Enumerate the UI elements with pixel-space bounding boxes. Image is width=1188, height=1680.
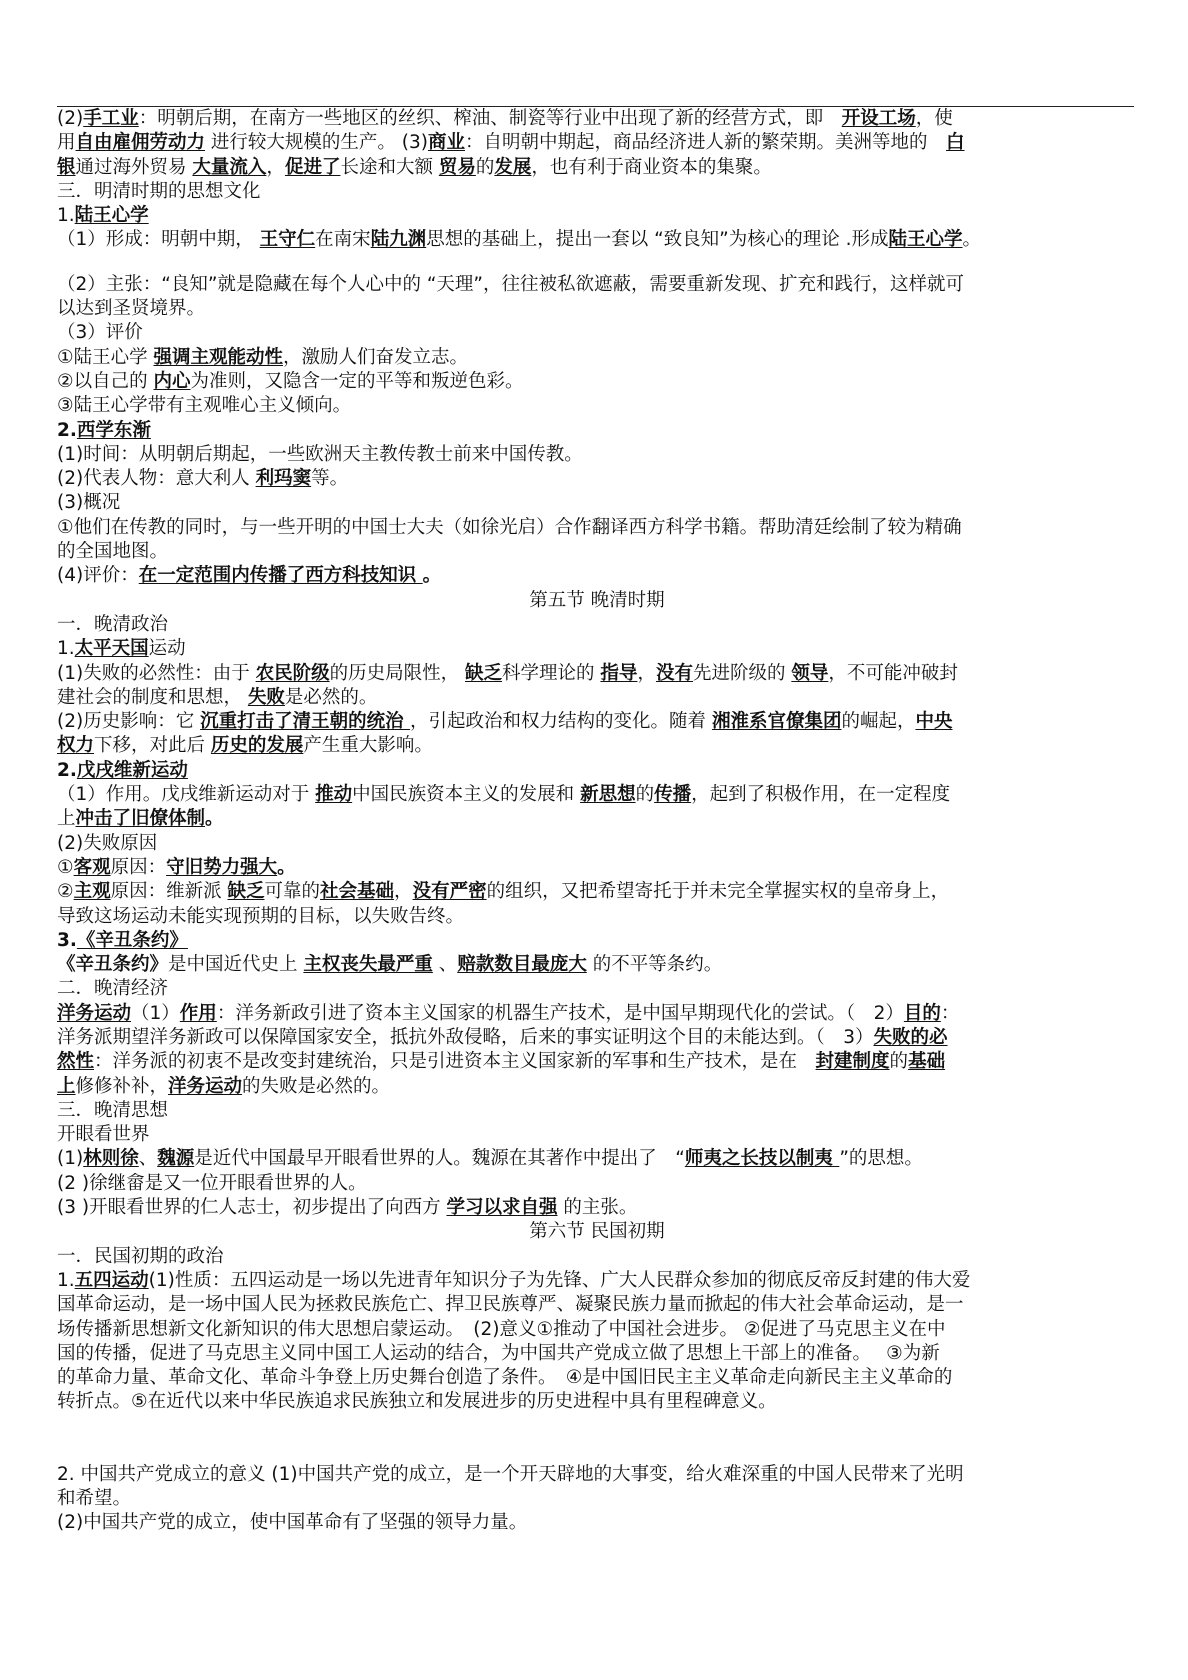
text-run: 可靠的 bbox=[264, 881, 321, 903]
text-run: 产生重大影响。 bbox=[303, 735, 433, 757]
key-term: 大量流入 bbox=[192, 156, 267, 178]
paragraph-line bbox=[57, 467, 1137, 491]
key-term: 作用 bbox=[179, 1002, 217, 1024]
key-term: 权力 bbox=[57, 735, 95, 757]
text-run: 1. bbox=[57, 638, 75, 660]
paragraph-line bbox=[57, 346, 1137, 370]
document-body bbox=[57, 107, 1137, 1536]
key-term: 社会基础 bbox=[320, 881, 395, 903]
text-run: (2)中国共产党的成立，使中国革命有了坚强的领导力量。 bbox=[57, 1512, 528, 1534]
key-term: 《辛丑条约》 bbox=[76, 929, 188, 951]
key-term: 银 bbox=[57, 156, 76, 178]
key-term: 沉重打击了清王朝的统治 bbox=[200, 711, 411, 733]
text-run: 在南宋 bbox=[315, 229, 371, 251]
key-term: 促进了 bbox=[284, 156, 341, 178]
paragraph-line bbox=[57, 783, 1137, 807]
key-term: 白 bbox=[946, 132, 965, 154]
blank-gap bbox=[57, 253, 1137, 273]
section-heading bbox=[57, 613, 1137, 637]
key-term: 没有 bbox=[655, 662, 693, 684]
key-term: 强调主观能动性 bbox=[153, 346, 283, 368]
key-term: 陆王心学 bbox=[888, 229, 963, 251]
key-term: 陆王心学 bbox=[74, 205, 149, 227]
paragraph-line bbox=[57, 953, 1137, 977]
text-run: 的革命力量、革命文化、革命斗争登上历史舞台创造了条件。 ④是中国旧民主主义革命走向新民主主义革命的 bbox=[57, 1367, 953, 1389]
key-term: 贸易 bbox=[438, 156, 476, 178]
key-term: 没有严密 bbox=[412, 881, 487, 903]
text-run: 的失败是必然的。 bbox=[242, 1075, 391, 1097]
text-run: 、 bbox=[138, 1148, 158, 1170]
text-run: ② bbox=[57, 881, 74, 903]
key-term: 王守仁 bbox=[259, 229, 316, 251]
subsection-heading bbox=[57, 637, 1137, 661]
section-heading bbox=[57, 180, 1137, 204]
key-term: 发展 bbox=[494, 156, 532, 178]
text-run: 的 bbox=[475, 156, 495, 178]
text-run: ：明朝后期，在南方一些地区的丝织、榨油、制瓷等行业中出现了新的经营方式，即 bbox=[138, 108, 842, 129]
text-run: 为准则，又隐含一定的平等和叛逆色彩。 bbox=[190, 370, 524, 392]
text-run: 用 bbox=[57, 132, 76, 154]
key-term: 西学东渐 bbox=[76, 419, 151, 441]
text-run: ： bbox=[940, 1002, 960, 1024]
paragraph-line bbox=[57, 686, 1137, 710]
text-run: 转折点。⑤在近代以来中华民族追求民族独立和发展进步的历史进程中具有里程碑意义。 bbox=[57, 1391, 777, 1413]
paragraph-line bbox=[57, 1463, 1137, 1487]
key-term: 内心 bbox=[153, 370, 191, 392]
key-term: 封建制度 bbox=[815, 1051, 890, 1073]
paragraph-line bbox=[57, 370, 1137, 394]
text-run: 是中国近代史上 bbox=[168, 954, 304, 976]
text-run: 的 bbox=[635, 784, 655, 806]
bold-text: 。 bbox=[422, 565, 442, 587]
paragraph-line bbox=[57, 1318, 1137, 1342]
paragraph-line bbox=[57, 540, 1137, 564]
text-run: 修修补补， bbox=[75, 1075, 169, 1097]
paragraph-line bbox=[57, 856, 1137, 880]
key-term: 师夷之长技以制夷 bbox=[684, 1148, 840, 1170]
key-term: 手工业 bbox=[83, 108, 139, 129]
text-run: （1）作用。戊戌维新运动对于 bbox=[57, 784, 316, 806]
text-run: ，激励人们奋发立志。 bbox=[282, 346, 468, 368]
text-run: ， bbox=[637, 662, 656, 684]
paragraph-line bbox=[57, 1147, 1137, 1171]
text-run: 、 bbox=[432, 954, 458, 976]
text-run: ：洋务派的初衷不是改变封建统治，只是引进资本主义国家新的军事和生产技术，是在 bbox=[94, 1051, 816, 1073]
text-run: (2) bbox=[57, 108, 84, 129]
text-run: 一．民国初期的政治 bbox=[57, 1245, 224, 1267]
key-term: 目的 bbox=[903, 1002, 941, 1024]
text-run: （3）评价 bbox=[57, 322, 143, 344]
paragraph-line bbox=[57, 273, 1137, 297]
paragraph-line bbox=[57, 1050, 1137, 1074]
key-term: 守旧势力强大 bbox=[166, 856, 278, 878]
key-term: 然性 bbox=[57, 1051, 95, 1073]
key-term: 洋务运动 bbox=[168, 1075, 243, 1097]
paragraph-line bbox=[57, 1269, 1137, 1293]
text-run: 的主张。 bbox=[557, 1197, 638, 1219]
bold-text: 2. bbox=[57, 419, 77, 441]
subsection-heading bbox=[57, 204, 1137, 228]
paragraph-line bbox=[57, 1196, 1137, 1220]
text-run: 的不平等条约。 bbox=[586, 954, 723, 976]
bold-text: 3. bbox=[57, 929, 77, 951]
key-term: 林则徐 bbox=[83, 1148, 139, 1170]
paragraph-line bbox=[57, 156, 1137, 180]
text-run: (1)性质：五四运动是一场以先进青年知识分子为先锋、广大人民群众参加的彻底反帝反封建的伟大爱 bbox=[148, 1269, 971, 1291]
text-run: 的 bbox=[889, 1051, 909, 1073]
text-run: 的组织，又把希望寄托于并未完全掌握实权的皇帝身上， bbox=[486, 881, 950, 903]
key-term: 历史的发展 bbox=[210, 735, 304, 757]
text-run: ① bbox=[57, 856, 74, 878]
paragraph-line bbox=[57, 1293, 1137, 1317]
text-run: 思想的基础上，提出一套以 “致良知”为核心的理论 .形成 bbox=[426, 229, 889, 251]
key-term: 陆九渊 bbox=[370, 229, 427, 251]
text-run: 2. 中国共产党成立的意义 (1)中国共产党的成立，是一个开天辟地的大事变，给火难深重的中国人民带来了光明 bbox=[57, 1463, 964, 1485]
section-heading bbox=[57, 977, 1137, 1001]
text-run: 原因： bbox=[110, 856, 167, 878]
text-run: ①陆王心学 bbox=[57, 346, 154, 368]
paragraph-line bbox=[57, 1002, 1137, 1026]
text-run: 一．晚清政治 bbox=[57, 613, 169, 635]
key-term: 湘淮系官僚集团 bbox=[711, 711, 842, 733]
key-term: 赔款数目最庞大 bbox=[457, 954, 587, 976]
key-term: 太平天国 bbox=[74, 638, 149, 660]
key-term: 客观 bbox=[73, 856, 111, 878]
paragraph-line bbox=[57, 734, 1137, 758]
text-run: (2)代表人物：意大利人 bbox=[57, 468, 256, 490]
paragraph-line bbox=[57, 1390, 1137, 1414]
text-run: 的历史局限性， bbox=[329, 662, 465, 684]
subsection-heading bbox=[57, 929, 1137, 953]
blank-gap bbox=[57, 1415, 1137, 1463]
key-term: 失败的必 bbox=[873, 1026, 948, 1048]
text-run: 导致这场运动未能实现预期的目标，以失败告终。 bbox=[57, 905, 465, 927]
text-run: (3)概况 bbox=[57, 492, 121, 514]
paragraph-line bbox=[57, 1026, 1137, 1050]
text-run: 二．晚清经济 bbox=[57, 978, 169, 1000]
text-run: 是必然的。 bbox=[284, 686, 378, 708]
text-run: 以达到圣贤境界。 bbox=[57, 298, 206, 320]
paragraph-line bbox=[57, 832, 1137, 856]
text-run: 中国民族资本主义的发展和 bbox=[352, 784, 581, 806]
text-run: (1) bbox=[57, 1148, 84, 1170]
key-term: 开设工场 bbox=[841, 108, 916, 129]
text-run: 国革命运动，是一场中国人民为拯救民族危亡、捍卫民族尊严、凝聚民族力量而掀起的伟大社会革命运动，是一 bbox=[57, 1294, 964, 1316]
text-run: ，不可能冲破封 bbox=[828, 662, 958, 684]
text-run: ，使 bbox=[915, 108, 953, 129]
text-run: 上 bbox=[57, 808, 76, 830]
key-term: 利玛窦 bbox=[255, 468, 312, 490]
text-run: ：洋务新政引进了资本主义国家的机器生产技术，是中国早期现代化的尝试。（ 2） bbox=[216, 1002, 904, 1024]
bold-text: 。 bbox=[205, 808, 224, 830]
subsection-heading bbox=[57, 759, 1137, 783]
paragraph-line bbox=[57, 880, 1137, 904]
text-run: 进行较大规模的生产。 (3) bbox=[205, 132, 428, 154]
bold-text: 2. bbox=[57, 759, 77, 781]
key-term: 戊戌维新运动 bbox=[76, 759, 188, 781]
text-run: 等。 bbox=[311, 468, 349, 490]
paragraph-line bbox=[57, 131, 1137, 155]
paragraph-line bbox=[57, 1075, 1137, 1099]
key-term: 在一定范围内传播了西方科技知识 bbox=[138, 565, 423, 587]
paragraph-line bbox=[57, 1511, 1137, 1535]
paragraph-line bbox=[57, 516, 1137, 540]
paragraph-line bbox=[57, 662, 1137, 686]
key-term: 新思想 bbox=[580, 784, 636, 806]
text-run: 通过海外贸易 bbox=[75, 156, 193, 178]
key-term: 主权丧失最严重 bbox=[303, 954, 433, 976]
text-run: 的崛起， bbox=[841, 711, 916, 733]
paragraph-line bbox=[57, 807, 1137, 831]
text-run: ，起到了积极作用，在一定程度 bbox=[691, 784, 951, 806]
key-term: 缺乏 bbox=[227, 881, 265, 903]
text-run: ③陆王心学带有主观唯心主义倾向。 bbox=[57, 395, 352, 417]
text-run: ①他们在传教的同时，与一些开明的中国士大夫（如徐光启）合作翻译西方科学书籍。帮助清廷绘制了较为精确 bbox=[57, 516, 962, 538]
key-term: 推动 bbox=[315, 784, 353, 806]
text-run: 第五节 晚清时期 bbox=[529, 589, 665, 611]
paragraph-line bbox=[57, 107, 1137, 131]
key-term: 五四运动 bbox=[74, 1269, 149, 1291]
key-term: 领导 bbox=[791, 662, 829, 684]
bold-text: 《辛丑条约》 bbox=[57, 954, 169, 976]
key-term: 商业 bbox=[428, 132, 466, 154]
text-run: ：自明朝中期起，商品经济进人新的繁荣期。美洲等地的 bbox=[465, 132, 947, 154]
paragraph-line bbox=[57, 443, 1137, 467]
text-run: (2)历史影响：它 bbox=[57, 711, 201, 733]
text-run: 运动 bbox=[148, 638, 186, 660]
paragraph-line bbox=[57, 564, 1137, 588]
key-term: 缺乏 bbox=[465, 662, 503, 684]
text-run: ②以自己的 bbox=[57, 370, 154, 392]
paragraph-line bbox=[57, 228, 1137, 252]
text-run: 场传播新思想新文化新知识的伟大思想启蒙运动。 (2)意义①推动了中国社会进步。 ②促进了马克思主义在中 bbox=[57, 1318, 946, 1340]
paragraph-line bbox=[57, 1487, 1137, 1511]
text-run: 长途和大额 bbox=[340, 156, 439, 178]
text-run: ，引起政治和权力结构的变化。随着 bbox=[410, 711, 712, 733]
key-term: 传播 bbox=[654, 784, 692, 806]
key-term: 自由雇佣劳动力 bbox=[75, 132, 206, 154]
paragraph-line bbox=[57, 321, 1137, 345]
paragraph-line bbox=[57, 297, 1137, 321]
section-heading bbox=[57, 1099, 1137, 1123]
text-run: 的全国地图。 bbox=[57, 541, 169, 563]
key-term: 指导 bbox=[600, 662, 638, 684]
text-run: 三．晚清思想 bbox=[57, 1099, 169, 1121]
text-run: 国的传播，促进了马克思主义同中国工人运动的结合，为中国共产党成立做了思想上干部上的准备。 ③为新 bbox=[57, 1342, 940, 1364]
key-term: 魏源 bbox=[157, 1148, 195, 1170]
key-term: 基础 bbox=[908, 1051, 946, 1073]
paragraph-line bbox=[57, 710, 1137, 734]
bold-text: 。 bbox=[277, 856, 296, 878]
text-run: 是近代中国最早开眼看世界的人。魏源在其著作中提出了 “ bbox=[194, 1148, 685, 1170]
text-run: ， bbox=[394, 881, 413, 903]
paragraph-line bbox=[57, 394, 1137, 418]
text-run: （1） bbox=[131, 1002, 180, 1024]
text-run: (1)失败的必然性：由于 bbox=[57, 662, 256, 684]
chapter-title bbox=[57, 1220, 1137, 1244]
text-run: (3 )开眼看世界的仁人志士，初步提出了向西方 bbox=[57, 1197, 447, 1219]
text-run: （2）主张：“良知”就是隐藏在每个人心中的 “天理”，往往被私欲遮蔽，需要重新发现、扩充和践行，这样就可 bbox=[57, 273, 964, 295]
text-run: 先进阶级的 bbox=[692, 662, 792, 684]
text-run: 。 bbox=[962, 229, 982, 251]
paragraph-line bbox=[57, 1366, 1137, 1390]
key-term: 农民阶级 bbox=[255, 662, 330, 684]
text-run: 1. bbox=[57, 1269, 75, 1291]
text-run: 第六节 民国初期 bbox=[529, 1221, 665, 1243]
paragraph-line bbox=[57, 1172, 1137, 1196]
key-term: 主观 bbox=[73, 881, 111, 903]
text-run: 原因：维新派 bbox=[110, 881, 228, 903]
text-run: ”的思想。 bbox=[839, 1148, 923, 1170]
text-run: (2)失败原因 bbox=[57, 832, 158, 854]
text-run: (4)评价： bbox=[57, 565, 139, 587]
text-run: 建社会的制度和思想， bbox=[57, 686, 248, 708]
key-term: 学习以求自强 bbox=[446, 1197, 558, 1219]
text-run: 下移，对此后 bbox=[94, 735, 211, 757]
text-run: 科学理论的 bbox=[502, 662, 601, 684]
text-run: （1）形成：明朝中期， bbox=[57, 229, 260, 251]
key-term: 上 bbox=[57, 1075, 76, 1097]
text-run: 三．明清时期的思想文化 bbox=[57, 180, 261, 202]
key-term: 冲击了旧僚体制 bbox=[75, 808, 206, 830]
key-term: 失败 bbox=[247, 686, 285, 708]
text-run: 1. bbox=[57, 205, 75, 227]
key-term: 洋务运动 bbox=[57, 1002, 132, 1024]
text-run: 洋务派期望洋务新政可以保障国家安全，抵抗外敌侵略，后来的事实证明这个目的未能达到。（ 3） bbox=[57, 1026, 874, 1048]
section-heading bbox=[57, 1245, 1137, 1269]
key-term: 中央 bbox=[915, 711, 953, 733]
chapter-title bbox=[57, 589, 1137, 613]
paragraph-line bbox=[57, 491, 1137, 515]
paragraph-line bbox=[57, 1342, 1137, 1366]
text-run: 开眼看世界 bbox=[57, 1124, 150, 1146]
subsection-heading bbox=[57, 1123, 1137, 1147]
paragraph-line bbox=[57, 905, 1137, 929]
text-run: 和希望。 bbox=[57, 1488, 132, 1510]
subsection-heading bbox=[57, 419, 1137, 443]
text-run: (1)时间：从明朝后期起，一些欧洲天主教传教士前来中国传教。 bbox=[57, 443, 583, 465]
text-run: ， bbox=[266, 156, 285, 178]
text-run: (2 )徐继畲是又一位开眼看世界的人。 bbox=[57, 1172, 367, 1194]
text-run: ，也有利于商业资本的集聚。 bbox=[531, 156, 772, 178]
